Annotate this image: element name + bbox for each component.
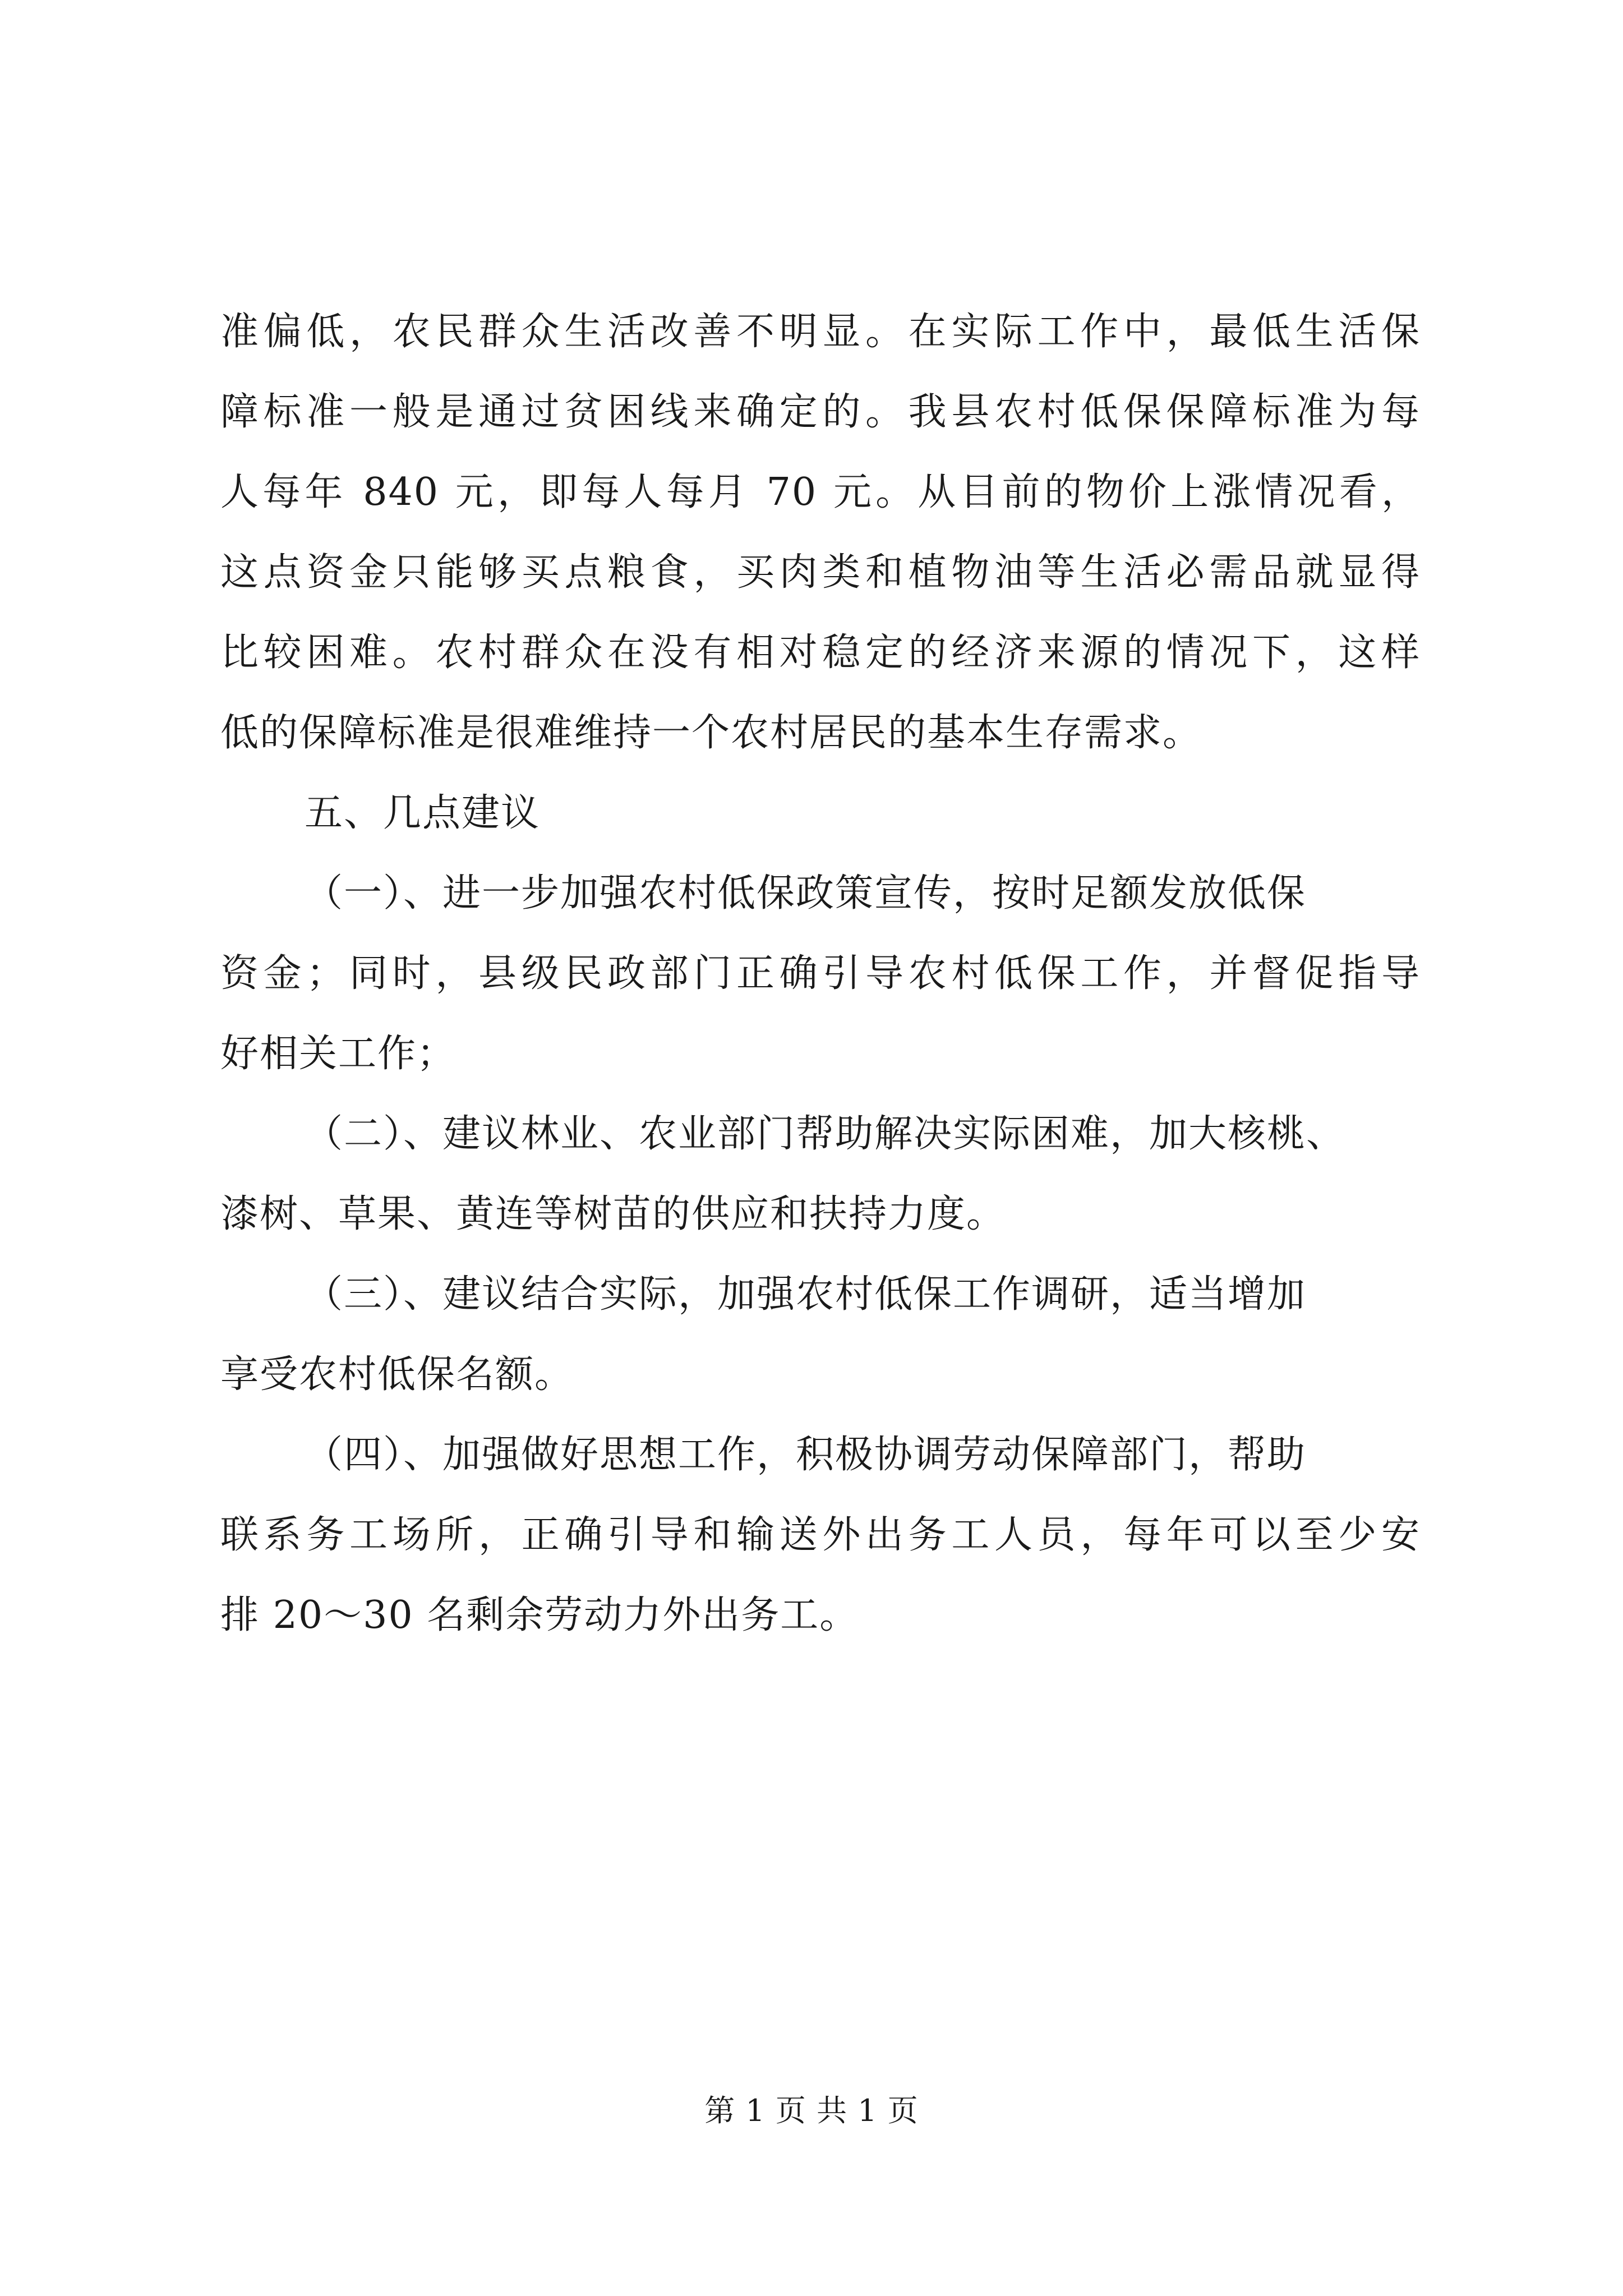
paragraph-line: 人每年 840 元，即每人每月 70 元。从目前的物价上涨情况看， [220,470,1421,514]
page-number-footer: 第 1 页 共 1 页 [704,2093,919,2128]
document-body [220,292,1421,1655]
paragraph-line: 这点资金只能够买点粮食，买肉类和植物油等生活必需品就显得 [220,550,1421,595]
paragraph-low-standard [220,292,1421,773]
paragraph-line: 排 20～30 名剩余劳动力外出务工。 [220,1593,859,1637]
suggestion-item-2 [220,1094,1421,1254]
suggestion-item-3 [220,1254,1421,1415]
paragraph-line: 准偏低，农民群众生活改善不明显。在实际工作中，最低生活保 [220,310,1421,354]
paragraph-line: 比较困难。农村群众在没有相对稳定的经济来源的情况下，这样 [220,631,1421,675]
paragraph-line: （一）、进一步加强农村低保政策宣传，按时足额发放低保 [305,871,1307,915]
paragraph-line: 享受农村低保名额。 [220,1352,574,1397]
paragraph-line: 障标准一般是通过贫困线来确定的。我县农村低保保障标准为每 [220,390,1421,434]
suggestion-item-4 [220,1415,1421,1655]
paragraph-line: 好相关工作； [220,1032,457,1076]
paragraph-line: 漆树、草果、黄连等树苗的供应和扶持力度。 [220,1192,1006,1236]
paragraph-line: （四）、加强做好思想工作，积极协调劳动保障部门，帮助 [305,1433,1307,1477]
suggestion-item-1 [220,853,1421,1094]
section-heading: 五、几点建议 [305,791,541,835]
paragraph-line: （三）、建议结合实际，加强农村低保工作调研，适当增加 [305,1272,1307,1317]
paragraph-line: 联系务工场所，正确引导和输送外出务工人员，每年可以至少安 [220,1513,1421,1557]
paragraph-line: （二）、建议林业、农业部门帮助解决实际困难，加大核桃、 [305,1112,1346,1156]
paragraph-line: 低的保障标准是很难维持一个农村居民的基本生存需求。 [220,711,1202,755]
paragraph-line: 资金；同时，县级民政部门正确引导农村低保工作，并督促指导 [220,951,1421,996]
